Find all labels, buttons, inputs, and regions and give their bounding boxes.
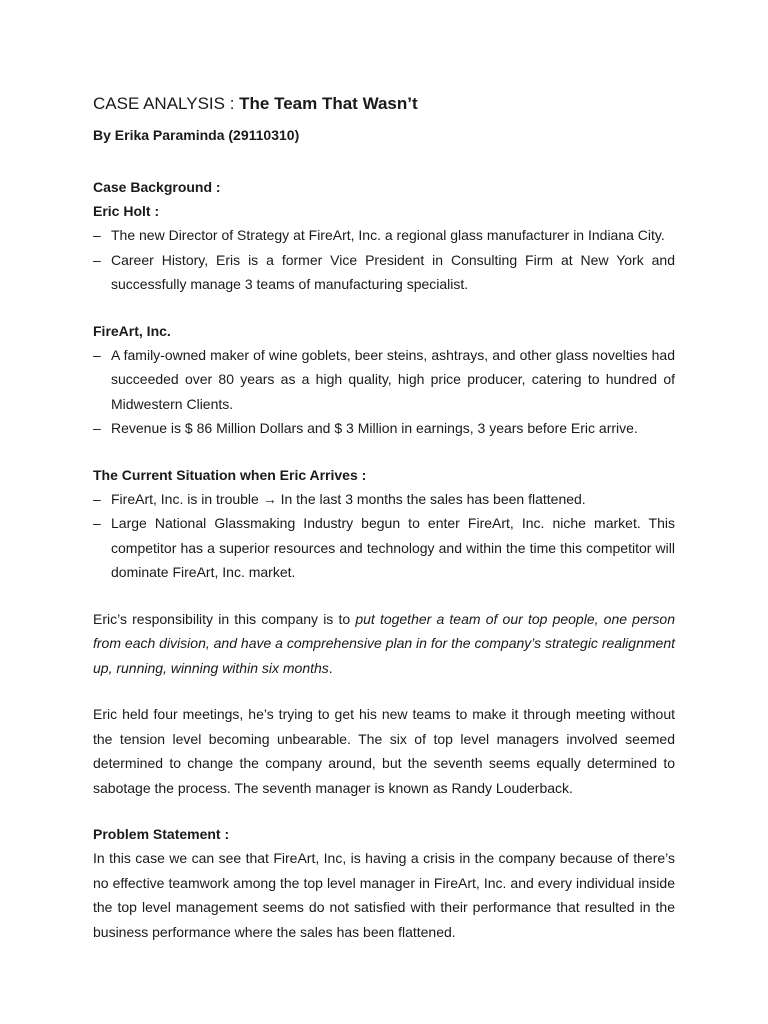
- author-byline: By Erika Paraminda (29110310): [93, 127, 300, 143]
- company-list: [93, 343, 675, 441]
- problem-section: [93, 822, 675, 944]
- list-item: – The new Director of Strategy at FireArt, Inc. a regional glass manufacturer in Indiana City.: [93, 223, 675, 248]
- list-item: – FireArt, Inc. is in trouble → In the last 3 months the sales has been flattened.: [93, 487, 675, 512]
- responsibility-tail: .: [328, 659, 333, 676]
- title-main: The Team That Wasn’t: [239, 94, 418, 113]
- situation-section: [93, 463, 675, 585]
- title-prefix: CASE ANALYSIS :: [93, 94, 240, 113]
- case-background-section: [93, 175, 675, 297]
- list-item: – Revenue is $ 86 Million Dollars and $ 3 Million in earnings, 3 years before Eric arrive.: [93, 416, 675, 441]
- eric-holt-list: [93, 223, 675, 297]
- company-section: [93, 319, 675, 441]
- situation-list: [93, 487, 675, 585]
- situation-heading: The Current Situation when Eric Arrives :: [93, 466, 367, 483]
- responsibility-emphasis: put together a team of our top people, one person from each division, and have a comprehensive plan in for the company’s strategic realignment up, running, winning within six months: [93, 610, 675, 676]
- eric-holt-heading: Eric Holt :: [93, 203, 160, 219]
- list-item: – Large National Glassmaking Industry begun to enter FireArt, Inc. niche market. This competitor has a superior resources and technology and within the time this competitor will dominate FireArt, Inc. market.: [93, 511, 675, 585]
- meetings-paragraph: [93, 702, 675, 800]
- responsibility-lead: Eric’s responsibility in this company is to: [93, 610, 356, 627]
- problem-heading: Problem Statement :: [93, 826, 230, 842]
- problem-text: In this case we can see that FireArt, Inc, is having a crisis in the company because of there’s no effective teamwork among the top level manager in FireArt, Inc. and every individual inside the top level management seems do not satisfied with their performance that resulted in the business performance where the sales has been flattened.: [93, 850, 675, 940]
- list-item: – A family-owned maker of wine goblets, beer steins, ashtrays, and other glass novelties had succeeded over 80 years as a high quality, high price producer, catering to hundred of Midwestern Clients.: [93, 343, 675, 417]
- document-title: [93, 92, 675, 116]
- meetings-text: Eric held four meetings, he’s trying to get his new teams to make it through meeting without the tension level becoming unbearable. The six of top level managers involved seemed determined to change the company around, but the seventh seems equally determined to sabotage the process. The seventh manager is known as Randy Louderback.: [93, 706, 675, 796]
- company-heading: FireArt, Inc.: [93, 322, 171, 339]
- list-item: – Career History, Eris is a former Vice President in Consulting Firm at New York and successfully manage 3 teams of manufacturing specialist.: [93, 248, 675, 297]
- case-background-heading: Case Background :: [93, 179, 221, 195]
- responsibility-paragraph: [93, 607, 675, 681]
